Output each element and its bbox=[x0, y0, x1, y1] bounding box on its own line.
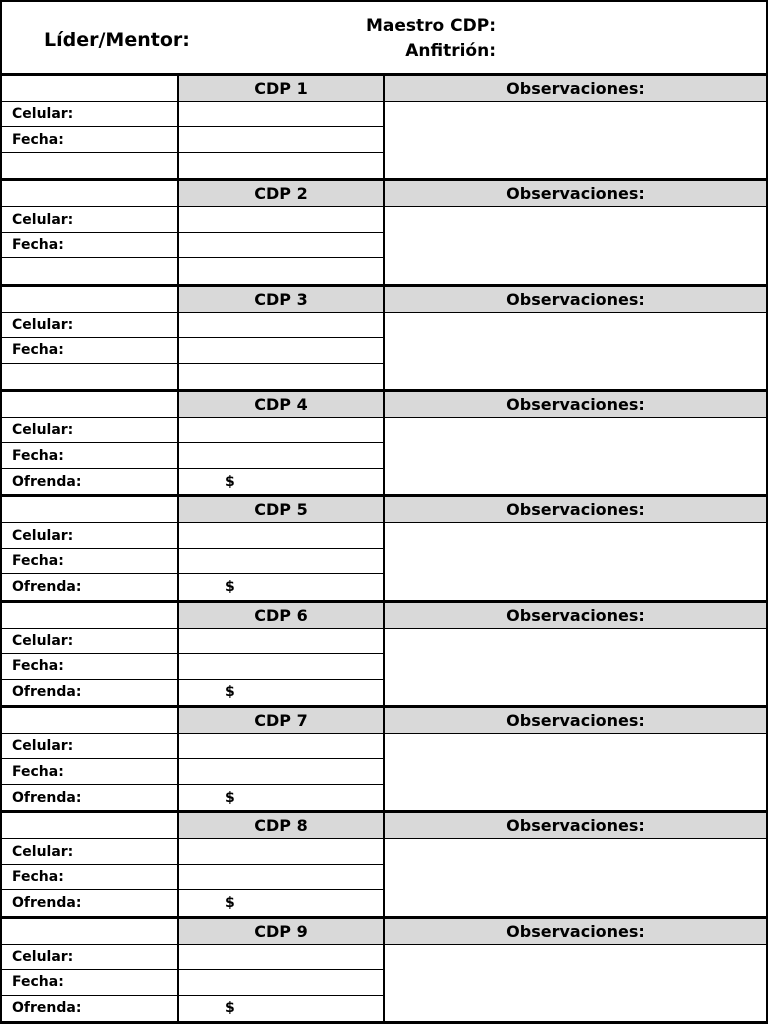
field-value[interactable] bbox=[179, 364, 385, 389]
observations-field[interactable] bbox=[385, 313, 766, 389]
field-label: Celular: bbox=[2, 418, 179, 443]
field-label: Ofrenda: bbox=[2, 785, 179, 810]
cdp-block bbox=[0, 392, 768, 497]
field-label bbox=[2, 258, 179, 283]
field-value[interactable] bbox=[179, 549, 385, 574]
cdp-block bbox=[0, 919, 768, 1024]
observations-field[interactable] bbox=[385, 102, 766, 178]
observations-field[interactable] bbox=[385, 523, 766, 599]
observations-header: Observaciones: bbox=[385, 76, 766, 102]
field-label: Fecha: bbox=[2, 759, 179, 784]
observations-header: Observaciones: bbox=[385, 287, 766, 313]
field-label: Fecha: bbox=[2, 549, 179, 574]
block-corner-cell bbox=[2, 813, 179, 839]
field-value[interactable] bbox=[179, 153, 385, 178]
cdp-title: CDP 4 bbox=[179, 392, 385, 418]
field-value[interactable]: $ bbox=[179, 680, 385, 705]
field-label: Celular: bbox=[2, 945, 179, 970]
cdp-block bbox=[0, 181, 768, 286]
field-label: Fecha: bbox=[2, 233, 179, 258]
cdp-block bbox=[0, 708, 768, 813]
observations-header: Observaciones: bbox=[385, 813, 766, 839]
field-value[interactable] bbox=[179, 759, 385, 784]
field-value[interactable] bbox=[179, 127, 385, 152]
cdp-blocks-container bbox=[0, 76, 768, 1024]
cdp-title: CDP 7 bbox=[179, 708, 385, 734]
field-label: Celular: bbox=[2, 629, 179, 654]
cdp-block bbox=[0, 76, 768, 181]
field-label: Ofrenda: bbox=[2, 680, 179, 705]
block-corner-cell bbox=[2, 76, 179, 102]
observations-field[interactable] bbox=[385, 418, 766, 494]
cdp-block bbox=[0, 813, 768, 918]
field-value[interactable] bbox=[179, 313, 385, 338]
field-value[interactable] bbox=[179, 338, 385, 363]
field-label: Celular: bbox=[2, 839, 179, 864]
field-label: Fecha: bbox=[2, 443, 179, 468]
field-value[interactable] bbox=[179, 970, 385, 995]
field-value[interactable] bbox=[179, 102, 385, 127]
field-label: Ofrenda: bbox=[2, 469, 179, 494]
field-label: Ofrenda: bbox=[2, 574, 179, 599]
field-label bbox=[2, 153, 179, 178]
field-value[interactable] bbox=[179, 418, 385, 443]
field-label: Celular: bbox=[2, 102, 179, 127]
observations-header: Observaciones: bbox=[385, 919, 766, 945]
block-corner-cell bbox=[2, 919, 179, 945]
field-label: Celular: bbox=[2, 207, 179, 232]
field-value[interactable] bbox=[179, 443, 385, 468]
field-value[interactable] bbox=[179, 207, 385, 232]
field-value[interactable] bbox=[179, 629, 385, 654]
anfitrion-label: Anfitrión: bbox=[405, 41, 496, 61]
block-corner-cell bbox=[2, 392, 179, 418]
field-label: Fecha: bbox=[2, 127, 179, 152]
field-value[interactable] bbox=[179, 734, 385, 759]
observations-field[interactable] bbox=[385, 839, 766, 915]
field-label: Fecha: bbox=[2, 865, 179, 890]
field-value[interactable]: $ bbox=[179, 574, 385, 599]
block-corner-cell bbox=[2, 287, 179, 313]
block-corner-cell bbox=[2, 603, 179, 629]
cdp-title: CDP 5 bbox=[179, 497, 385, 523]
field-value[interactable] bbox=[179, 945, 385, 970]
observations-field[interactable] bbox=[385, 945, 766, 1021]
field-label: Celular: bbox=[2, 523, 179, 548]
field-label: Celular: bbox=[2, 734, 179, 759]
field-value[interactable] bbox=[179, 233, 385, 258]
observations-header: Observaciones: bbox=[385, 392, 766, 418]
maestro-cdp-label: Maestro CDP: bbox=[366, 16, 496, 36]
cdp-title: CDP 8 bbox=[179, 813, 385, 839]
observations-header: Observaciones: bbox=[385, 603, 766, 629]
observations-field[interactable] bbox=[385, 629, 766, 705]
field-label: Ofrenda: bbox=[2, 996, 179, 1021]
block-corner-cell bbox=[2, 181, 179, 207]
field-value[interactable] bbox=[179, 523, 385, 548]
field-label: Fecha: bbox=[2, 338, 179, 363]
field-label: Fecha: bbox=[2, 970, 179, 995]
field-value[interactable]: $ bbox=[179, 469, 385, 494]
field-label bbox=[2, 364, 179, 389]
field-value[interactable] bbox=[179, 865, 385, 890]
field-value[interactable]: $ bbox=[179, 785, 385, 810]
observations-header: Observaciones: bbox=[385, 181, 766, 207]
observations-header: Observaciones: bbox=[385, 497, 766, 523]
field-value[interactable] bbox=[179, 258, 385, 283]
observations-field[interactable] bbox=[385, 734, 766, 810]
cdp-title: CDP 3 bbox=[179, 287, 385, 313]
cdp-block bbox=[0, 287, 768, 392]
cdp-title: CDP 9 bbox=[179, 919, 385, 945]
field-label: Celular: bbox=[2, 313, 179, 338]
observations-field[interactable] bbox=[385, 207, 766, 283]
field-value[interactable]: $ bbox=[179, 996, 385, 1021]
field-value[interactable] bbox=[179, 654, 385, 679]
field-value[interactable] bbox=[179, 839, 385, 864]
block-corner-cell bbox=[2, 497, 179, 523]
cdp-title: CDP 6 bbox=[179, 603, 385, 629]
observations-header: Observaciones: bbox=[385, 708, 766, 734]
block-corner-cell bbox=[2, 708, 179, 734]
field-label: Fecha: bbox=[2, 654, 179, 679]
lider-mentor-label: Líder/Mentor: bbox=[44, 29, 190, 51]
field-value[interactable]: $ bbox=[179, 890, 385, 915]
cdp-block bbox=[0, 497, 768, 602]
field-label: Ofrenda: bbox=[2, 890, 179, 915]
cdp-block bbox=[0, 603, 768, 708]
cdp-title: CDP 1 bbox=[179, 76, 385, 102]
form-header bbox=[0, 0, 768, 76]
cdp-title: CDP 2 bbox=[179, 181, 385, 207]
